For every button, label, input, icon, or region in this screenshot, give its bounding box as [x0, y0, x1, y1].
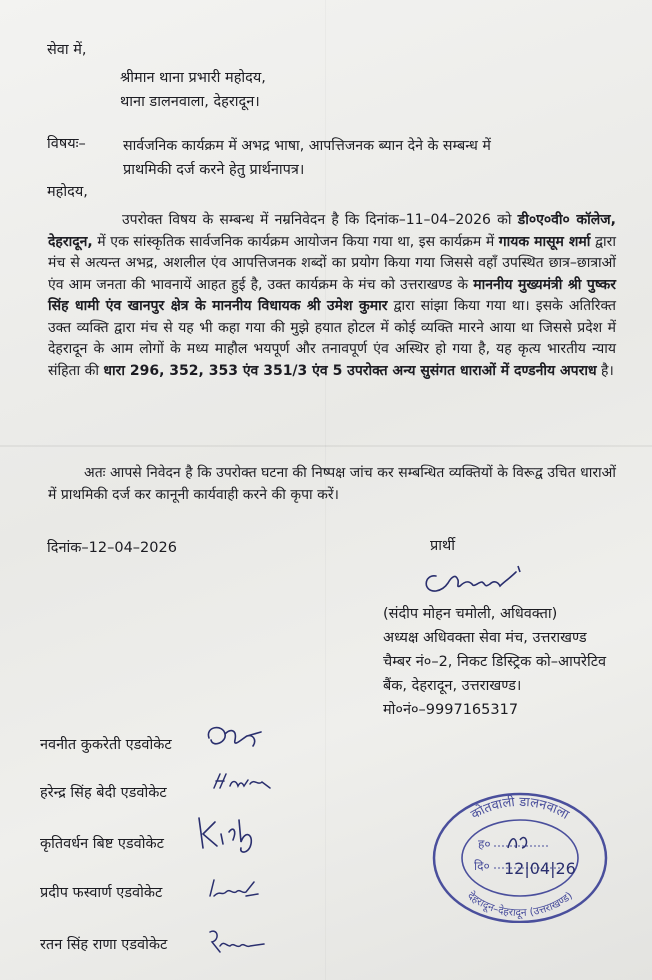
p1-text-2: में एक सांस्कृतिक सार्वजनिक कार्यक्रम आयोजन किया गया था, इस कार्यक्रम में	[92, 233, 499, 250]
date-line: दिनांक–12–04–2026	[47, 540, 177, 556]
petitioner-label: प्रार्थी	[430, 538, 456, 554]
cosigner-name: कृतिवर्धन बिष्ट एडवोकेट	[40, 836, 164, 852]
stamp-bottom-text: देहरादून–देहरादून (उत्तराखण्ड)	[465, 889, 575, 920]
stamp-field-1-label: ह०	[478, 837, 491, 851]
petitioner-signature	[418, 562, 538, 602]
p1-text-4: द्वारा सांझा किया गया था। इसके अतिरिक्त उक्त व्यक्ति द्वारा मंच से यह भी कहा गया की मुझे हयात होटल में कोई व्यक्ति मारने आया था जिससे प्रदेश में देहरादून के आम लोगों के मध्य माहौल भयपूर्ण और तनावपूर्ण एंव अस्थिर हो गया है, यह कृत्य भारतीय न्याय संहिता की	[48, 298, 616, 379]
stamp-field-2-label: दि०	[474, 859, 490, 873]
sender-title: अध्यक्ष अधिवक्ता सेवा मंच, उत्तराखण्ड	[383, 630, 587, 646]
subject-label: विषयः–	[47, 136, 86, 152]
police-station-stamp	[430, 788, 610, 923]
cosigner-signature	[203, 718, 273, 758]
cosigner-signature	[193, 812, 263, 860]
cosigner-signature	[206, 874, 266, 904]
p1-college: डी०ए०वी० कॉलेज, देहरादून,	[48, 212, 616, 250]
cosigner-name: हरेन्द्र सिंह बेदी एडवोकेट	[40, 785, 167, 801]
p1-text-1: उपरोक्त विषय के सम्बन्ध में नम्रनिवेदन है कि दिनांक–11–04–2026 को	[122, 212, 518, 228]
cosigner-name: नवनीत कुकरेती एडवोकेट	[40, 737, 172, 753]
addressee-line-2: थाना डालनवाला, देहरादून।	[120, 94, 260, 110]
addressee-line-1: श्रीमान थाना प्रभारी महोदय,	[120, 70, 266, 86]
body-paragraph-1	[48, 210, 616, 382]
body-paragraph-2: अतः आपसे निवेदन है कि उपरोक्त घटना की निष्पक्ष जांच कर सम्बन्धित व्यक्तियों के विरूद्व उचित धाराओं में प्राथमिकी दर्ज कर कानूनी कार्यवाही करने की कृपा करें।	[48, 465, 616, 503]
cosigner-name: प्रदीप फस्वार्ण एडवोकेट	[40, 885, 163, 901]
p1-sections: धारा 296, 352, 353 एंव 351/3 एंव 5 उपरोक्त अन्य सुसंगत धाराओं में दण्डनीय अपराध	[103, 362, 597, 379]
sender-name: (संदीप मोहन चमोली, अधिवक्ता)	[383, 606, 558, 622]
cosigner-signature	[210, 770, 280, 800]
p1-dignitaries: माननीय मुख्यमंत्री श्री पुष्कर सिंह धामी एंव खानपुर क्षेत्र के माननीय विधायक श्री उमेश कुमार	[48, 276, 616, 314]
p1-text-3: द्वारा मंच से अत्यन्त अभद्र, अशलील एंव आपत्तिजनक शब्दों का प्रयोग किया गया जिससे वहाँ उपस्थित छात्र–छात्राओं एंव आम जनता की भावनायें आहत हुई है, उक्त कार्यक्रम के मंच को उत्तराखण्ड के	[48, 233, 616, 293]
cosigner-signature	[204, 926, 274, 966]
subject-line-1: सार्वजनिक कार्यक्रम में अभद्र भाषा, आपत्तिजनक ब्यान देने के सम्बन्ध में	[123, 138, 491, 154]
stamp-date: 12|04|26	[504, 859, 576, 878]
p1-text-5: है।	[596, 362, 614, 379]
salutation-to: सेवा में,	[47, 42, 87, 58]
greeting: महोदय,	[47, 184, 88, 200]
sender-address-2: बैंक, देहरादून, उत्तराखण्ड।	[383, 678, 522, 694]
p1-singer: गायक मासूम शर्मा	[498, 233, 591, 250]
subject-line-2: प्राथमिकी दर्ज करने हेतु प्रार्थनापत्र।	[123, 162, 305, 178]
paper-fold	[0, 445, 652, 447]
sender-phone: मो०नं०–9997165317	[383, 702, 519, 718]
stamp-top-text: कोतवाली डालनवाला	[468, 794, 572, 823]
cosigner-name: रतन सिंह राणा एडवोकेट	[40, 937, 168, 953]
sender-address-1: चैम्बर नं०–2, निकट डिस्ट्रिक को–आपरेटिव	[383, 654, 607, 670]
